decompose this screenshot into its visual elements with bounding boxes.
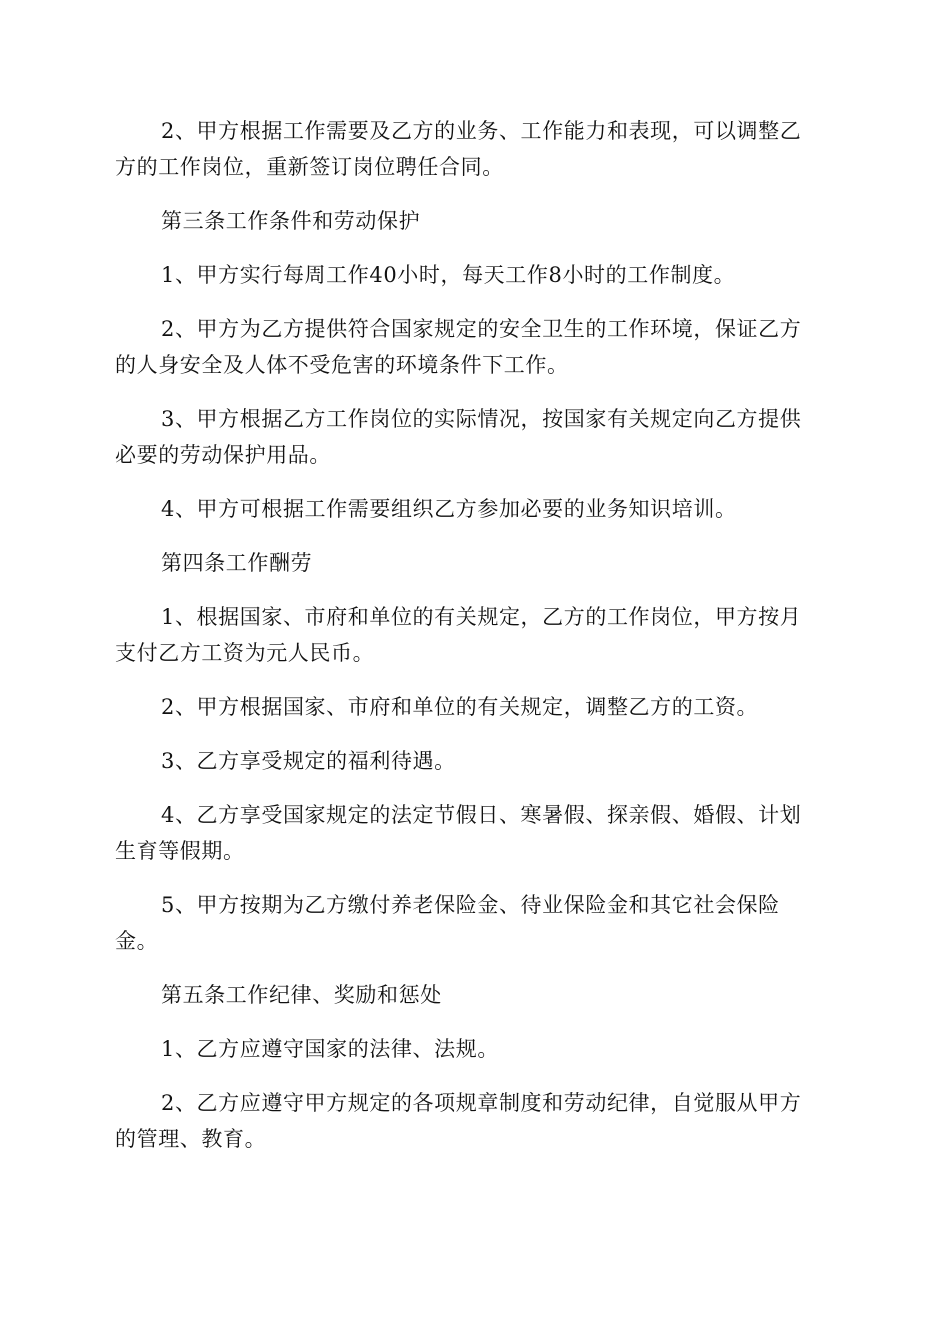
paragraph-work-hours: 1、甲方实行每周工作40小时，每天工作8小时的工作制度。	[161, 263, 736, 287]
paragraph-welfare: 3、乙方享受规定的福利待遇。	[161, 749, 456, 773]
paragraph-protective-equipment: 3、甲方根据乙方工作岗位的实际情况，按国家有关规定向乙方提供必要的劳动保护用品。	[115, 407, 802, 467]
paragraph-obey-rules: 2、乙方应遵守甲方规定的各项规章制度和劳动纪律，自觉服从甲方的管理、教育。	[115, 1091, 802, 1151]
paragraph-insurance: 5、甲方按期为乙方缴付养老保险金、待业保险金和其它社会保险金。	[115, 893, 780, 953]
section-heading-4: 第四条工作酬劳	[161, 551, 313, 575]
paragraph-salary-adjustment: 2、甲方根据国家、市府和单位的有关规定，调整乙方的工资。	[161, 695, 759, 719]
paragraph-obey-law: 1、乙方应遵守国家的法律、法规。	[161, 1037, 499, 1061]
paragraph-work-environment: 2、甲方为乙方提供符合国家规定的安全卫生的工作环境，保证乙方的人身安全及人体不受危害的环境条件下工作。	[115, 317, 802, 377]
paragraph-holidays: 4、乙方享受国家规定的法定节假日、寒暑假、探亲假、婚假、计划生育等假期。	[115, 803, 802, 863]
paragraph-adjust-post: 2、甲方根据工作需要及乙方的业务、工作能力和表现，可以调整乙方的工作岗位，重新签订岗位聘任合同。	[115, 119, 802, 179]
paragraph-monthly-salary: 1、根据国家、市府和单位的有关规定，乙方的工作岗位，甲方按月支付乙方工资为元人民币。	[115, 605, 802, 665]
section-heading-3: 第三条工作条件和劳动保护	[161, 209, 421, 233]
section-heading-5: 第五条工作纪律、奖励和惩处	[161, 983, 442, 1007]
paragraph-training: 4、甲方可根据工作需要组织乙方参加必要的业务知识培训。	[161, 497, 737, 521]
